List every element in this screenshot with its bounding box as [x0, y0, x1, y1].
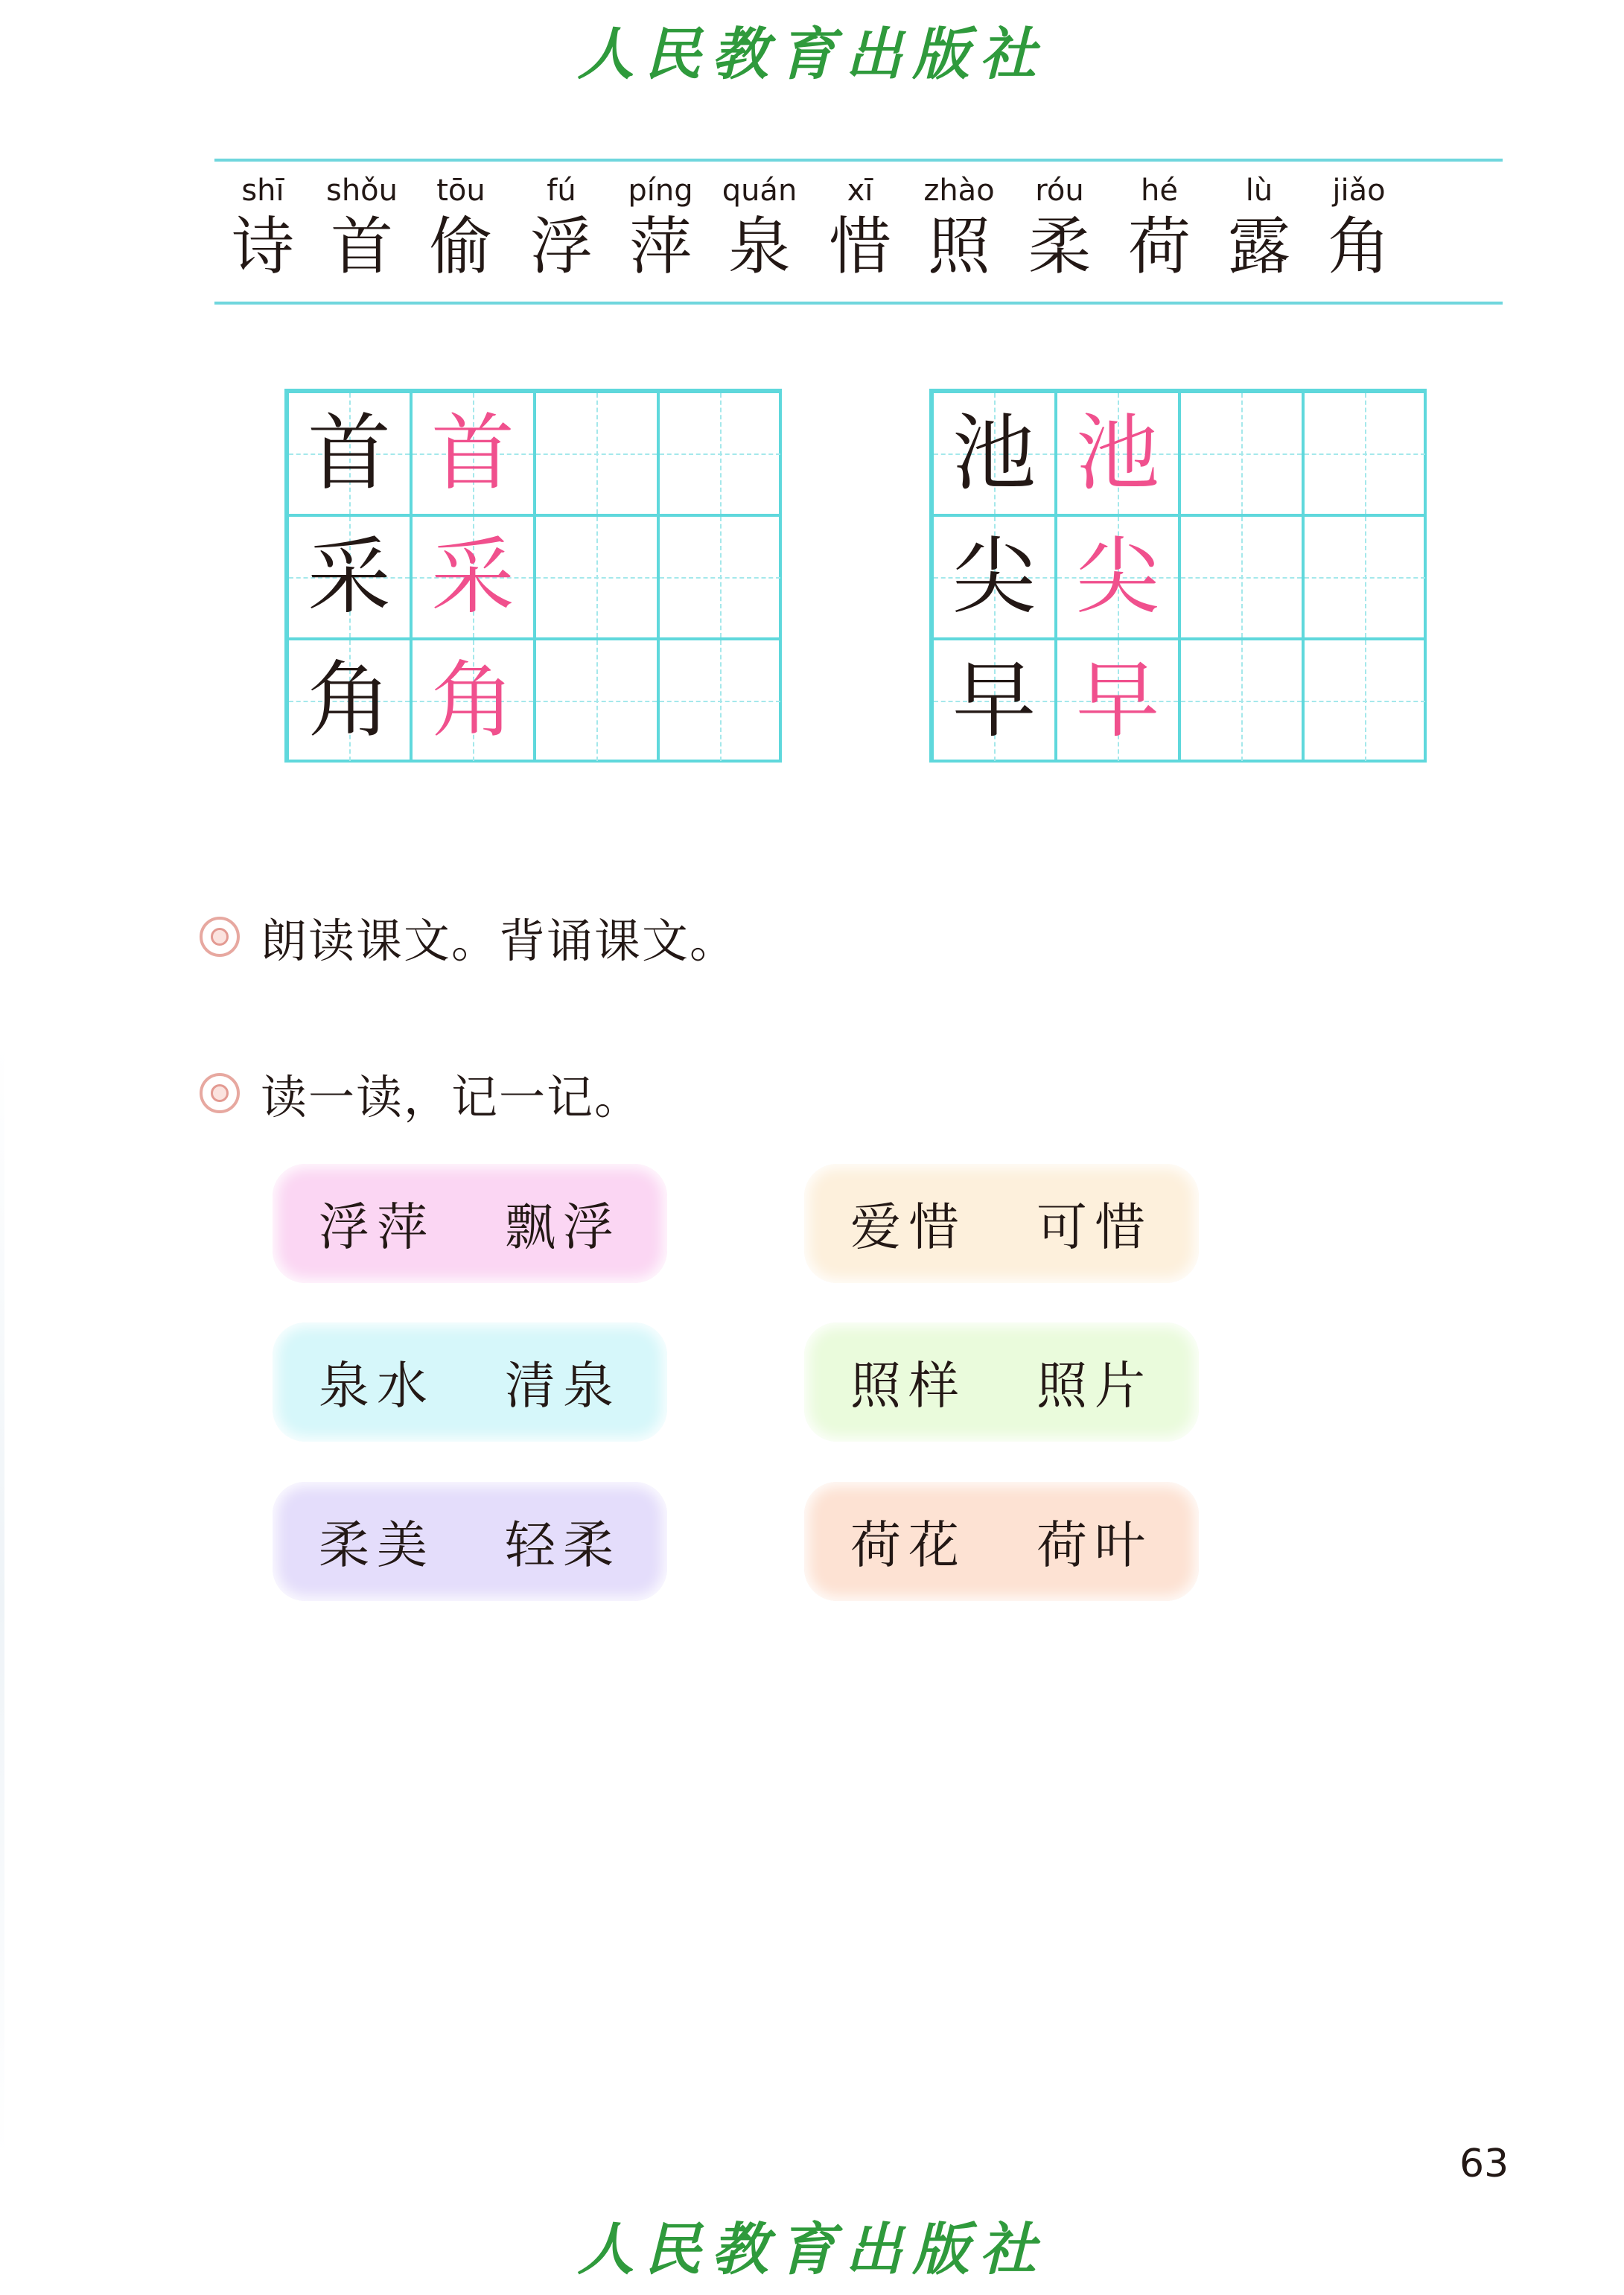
word: 柔美 [319, 1516, 436, 1576]
word-card [273, 1164, 667, 1283]
grid-cell-empty [658, 392, 782, 515]
grid-cell-empty [535, 515, 658, 639]
page-edge-shadow [0, 1043, 4, 2159]
grid-cell [932, 639, 1056, 763]
word-card [804, 1322, 1199, 1442]
grid-cell-empty [535, 639, 658, 763]
grid-cell [411, 639, 535, 763]
trace-character: 早 [1076, 652, 1159, 749]
vocab-item [911, 162, 1007, 284]
pinyin: lù [1245, 174, 1273, 208]
seal-bullet-icon [200, 917, 240, 957]
grid-cell-empty [658, 639, 782, 763]
word: 浮萍 [319, 1198, 436, 1258]
task-text: 朗读课文。背诵课文。 [261, 913, 738, 968]
word-card [273, 1322, 667, 1442]
publisher-header: 人民教育出版社 [577, 21, 1047, 87]
grid-cell [287, 515, 411, 639]
word: 轻柔 [505, 1516, 622, 1576]
hanzi: 偷 [429, 210, 492, 283]
publisher-footer: 人民教育出版社 [577, 2216, 1047, 2282]
model-character: 采 [308, 529, 391, 626]
hanzi: 角 [1327, 210, 1390, 283]
model-character: 早 [952, 652, 1036, 749]
hanzi: 诗 [231, 210, 294, 283]
grid-cell [411, 392, 535, 515]
seal-bullet-icon [200, 1073, 240, 1113]
word-card [804, 1164, 1199, 1283]
grid-cell-empty [1303, 392, 1427, 515]
vocab-item [513, 162, 610, 284]
model-character: 角 [308, 652, 391, 749]
model-character: 首 [308, 405, 391, 502]
vocab-item [1211, 162, 1308, 284]
hanzi: 浮 [529, 210, 593, 283]
trace-character: 角 [431, 652, 515, 749]
grid-cell-empty [535, 392, 658, 515]
grid-cell [1056, 392, 1179, 515]
hanzi: 惜 [828, 210, 891, 283]
hanzi: 萍 [628, 210, 692, 283]
task-read-recite [200, 907, 737, 967]
grid-cell-empty [1179, 392, 1303, 515]
grid-cell [932, 392, 1056, 515]
pinyin: tōu [436, 174, 485, 208]
task-read-remember [200, 1063, 642, 1123]
pinyin: róu [1035, 174, 1084, 208]
hanzi: 首 [330, 210, 393, 283]
word-card [273, 1482, 667, 1601]
pinyin: hé [1141, 174, 1178, 208]
page-number: 63 [1459, 2142, 1509, 2186]
trace-character: 首 [431, 405, 515, 502]
grid-cell-empty [1303, 639, 1427, 763]
vocab-item [812, 162, 908, 284]
grid-cell-empty [1179, 639, 1303, 763]
new-character-list [214, 159, 1503, 305]
word: 荷叶 [1037, 1516, 1153, 1576]
word: 荷花 [850, 1516, 967, 1576]
vocab-item [413, 162, 509, 284]
trace-character: 采 [431, 529, 515, 626]
word: 清泉 [505, 1357, 622, 1416]
vocab-item [313, 162, 410, 284]
word: 照片 [1037, 1357, 1153, 1416]
pinyin: xī [847, 174, 873, 208]
pinyin: jiǎo [1332, 174, 1386, 208]
grid-cell [287, 639, 411, 763]
hanzi: 照 [927, 210, 990, 283]
grid-cell [1056, 515, 1179, 639]
pinyin: fú [547, 174, 576, 208]
task-text: 读一读，记一记。 [261, 1069, 643, 1124]
pinyin: zhào [923, 174, 995, 208]
trace-character: 池 [1076, 405, 1159, 502]
grid-cell [1056, 639, 1179, 763]
hanzi: 荷 [1127, 210, 1191, 283]
pinyin: shī [241, 174, 284, 208]
word: 可惜 [1037, 1198, 1153, 1258]
grid-cell [932, 515, 1056, 639]
hanzi: 柔 [1028, 210, 1091, 283]
vocab-item [1311, 162, 1407, 284]
hanzi: 泉 [727, 210, 791, 283]
word: 飘浮 [505, 1198, 622, 1258]
grid-cell-empty [1303, 515, 1427, 639]
grid-cell [287, 392, 411, 515]
pinyin: píng [628, 174, 693, 208]
vocab-item [1111, 162, 1208, 284]
model-character: 尖 [952, 529, 1036, 626]
model-character: 池 [952, 405, 1036, 502]
hanzi: 露 [1227, 210, 1290, 283]
pinyin: quán [722, 174, 797, 208]
word: 爱惜 [850, 1198, 967, 1258]
vocab-item [612, 162, 709, 284]
writing-grid-left [284, 389, 782, 763]
grid-cell-empty [1179, 515, 1303, 639]
vocab-item [214, 162, 311, 284]
grid-cell [411, 515, 535, 639]
writing-grid-right [929, 389, 1427, 763]
word-card [804, 1482, 1199, 1601]
grid-cell-empty [658, 515, 782, 639]
trace-character: 尖 [1076, 529, 1159, 626]
word: 照样 [850, 1357, 967, 1416]
vocab-item [711, 162, 808, 284]
pinyin: shǒu [325, 174, 398, 208]
vocab-item [1011, 162, 1108, 284]
word: 泉水 [319, 1357, 436, 1416]
